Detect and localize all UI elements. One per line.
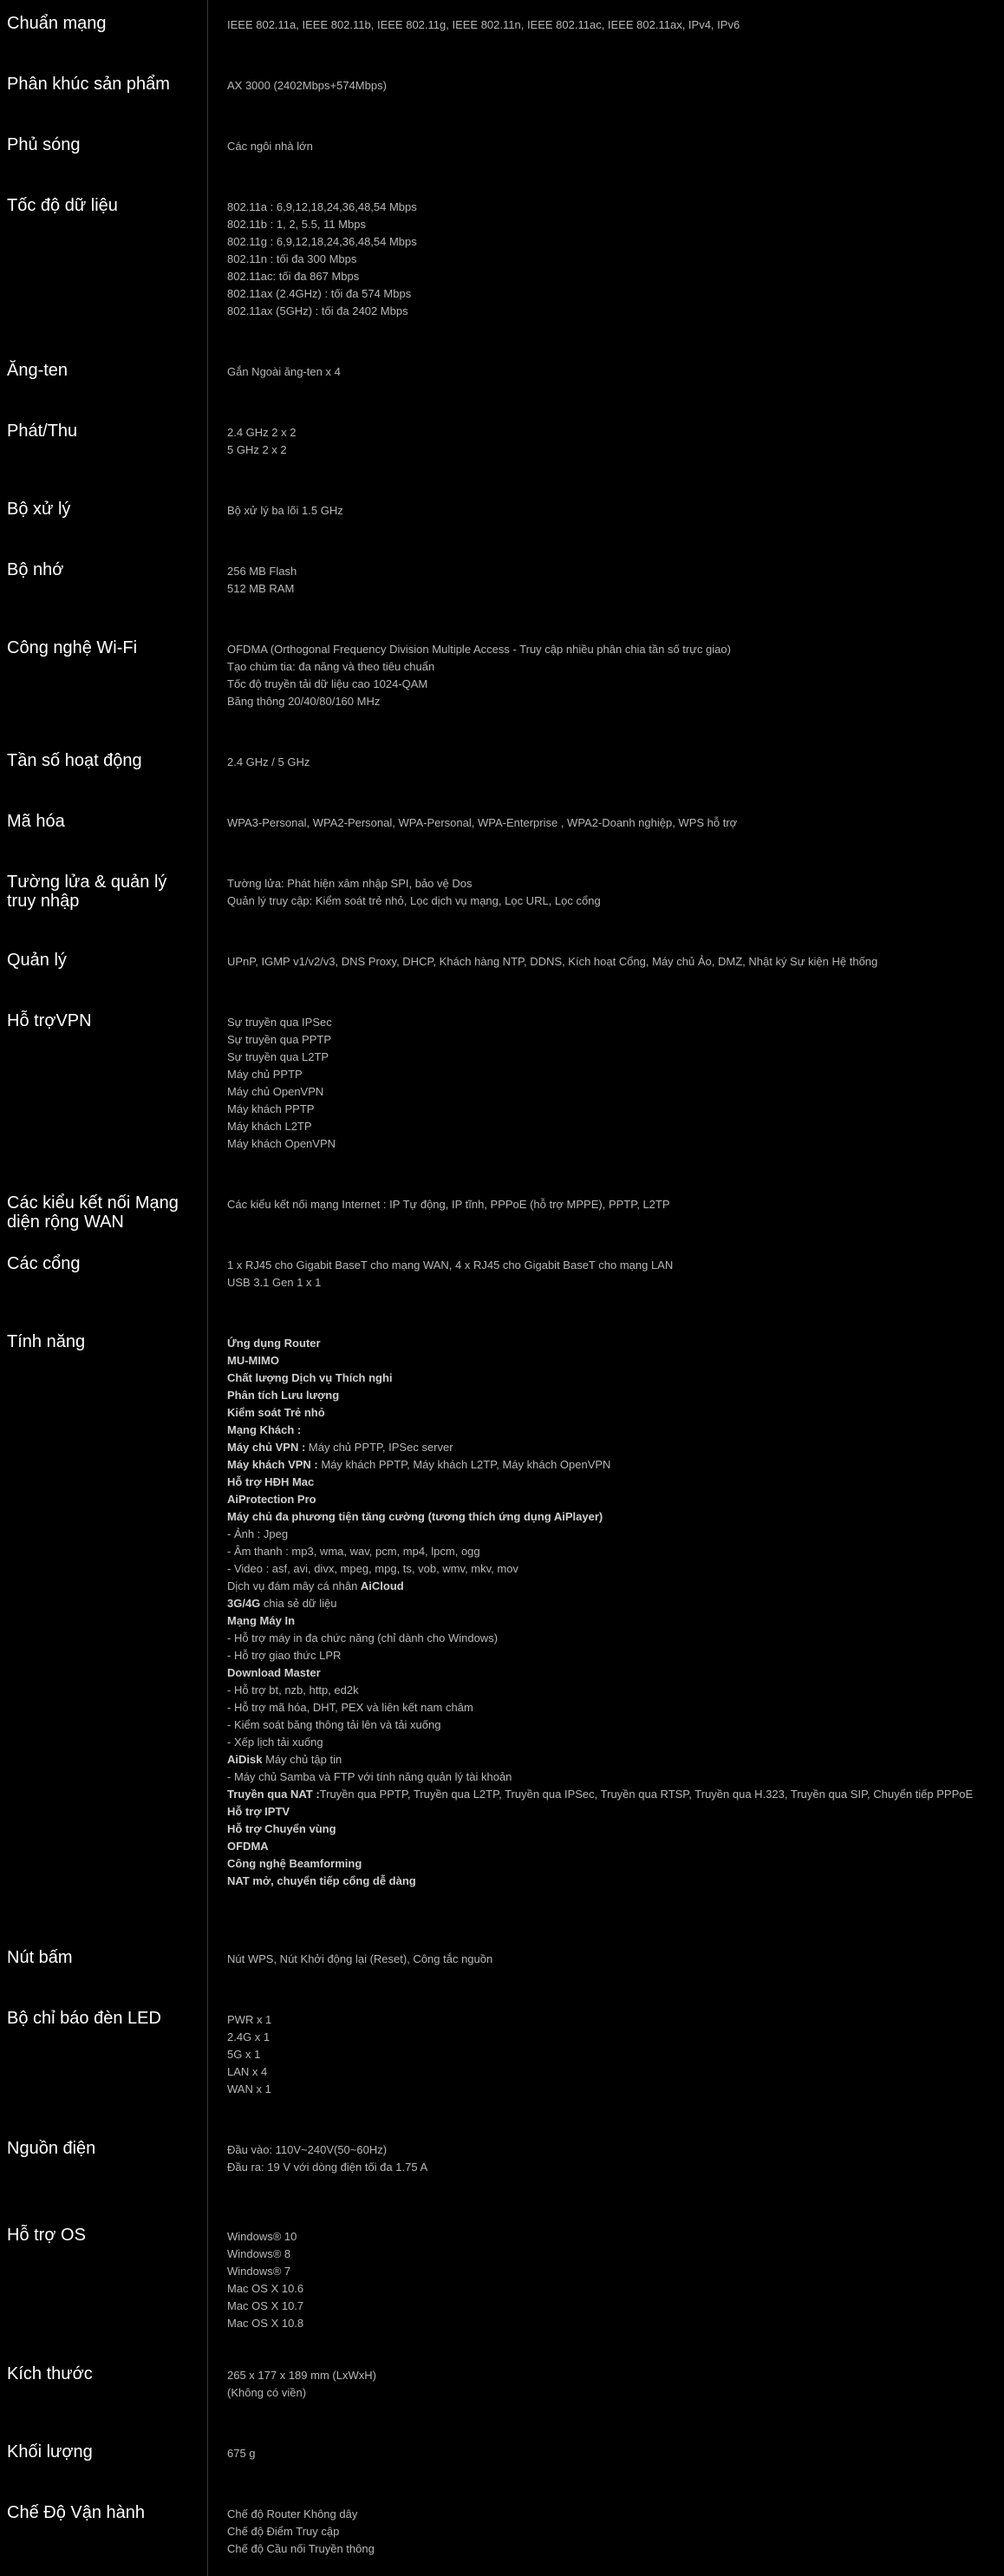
spec-label: Tần số hoạt động [7,751,142,770]
spec-label: Bộ nhớ [7,560,64,579]
feature-name: Hỗ trợ IPTV [227,1805,290,1818]
feature-detail: - Kiểm soát băng thông tải lên và tải xuống [227,1718,441,1731]
spec-values [227,2141,990,2176]
spec-value-line: WPA3-Personal, WPA2-Personal, WPA-Personal, WPA-Enterprise , WPA2-Doanh nghiệp, WPS hỗ trợ [227,816,738,829]
spec-value-line: 675 g [227,2447,256,2460]
spec-label: Hỗ trợ OS [7,2226,86,2245]
spec-values [227,2367,990,2402]
spec-label: Công nghệ Wi-Fi [7,638,138,657]
spec-label: Tường lửa & quản lý truy nhập [7,873,167,911]
spec-value-line: 802.11ax (2.4GHz) : tối đa 574 Mbps [227,287,412,300]
feature-detail: - Hỗ trợ máy in đa chức năng (chỉ dành cho Windows) [227,1631,499,1644]
spec-value-line: 802.11a : 6,9,12,18,24,36,48,54 Mbps [227,200,417,213]
spec-label: Khối lượng [7,2442,93,2462]
spec-label: Hỗ trợVPN [7,1011,92,1030]
spec-value-line [227,1578,990,1595]
spec-value-line [227,1769,990,1786]
spec-values [227,1014,990,1153]
spec-label: Bộ chỉ báo đèn LED [7,2009,161,2028]
feature-detail: - Video : asf, avi, divx, mpeg, mpg, ts, vob, wmv, mkv, mov [227,1562,518,1575]
spec-value-line: Chế độ Cầu nối Truyền thông [227,2542,375,2555]
feature-detail: Truyền qua PPTP, Truyền qua L2TP, Truyền qua IPSec, Truyền qua RTSP, Truyền qua H.323, Truyền qua SIP, Chuyển tiếp PPPoE [319,1788,974,1801]
feature-detail: - Hỗ trợ bt, nzb, http, ed2k [227,1684,359,1697]
spec-values [227,1196,990,1213]
spec-value-line [227,1630,990,1647]
spec-value-line [227,1526,990,1543]
spec-values [227,953,990,971]
spec-value-line [227,1352,990,1370]
spec-values [227,2506,990,2558]
spec-label: Tính năng [7,1332,86,1351]
feature-name: Mạng Khách : [227,1423,302,1436]
spec-value-line [227,1664,990,1682]
spec-value-line: Các kiểu kết nối mạng Internet : IP Tự động, IP tĩnh, PPPoE (hỗ trợ MPPE), PPTP, L2TP [227,1198,670,1211]
spec-value-line: USB 3.1 Gen 1 x 1 [227,1276,322,1289]
spec-label: Kích thước [7,2364,93,2383]
spec-value-line: Máy chủ OpenVPN [227,1085,324,1098]
feature-name: Download Master [227,1666,321,1679]
spec-value-line [227,1387,990,1404]
feature-detail: - Xếp lịch tải xuống [227,1736,323,1749]
spec-value-line [227,1474,990,1491]
spec-value-line [227,1734,990,1751]
spec-value-line: Windows® 8 [227,2247,291,2260]
feature-name: Máy chủ đa phương tiện tăng cường (tương thích ứng dụng AiPlayer) [227,1510,603,1523]
spec-value-line [227,1439,990,1456]
spec-values [227,814,990,832]
feature-name: AiCloud [360,1579,404,1592]
spec-values [227,199,990,320]
feature-detail: Máy khách PPTP, Máy khách L2TP, Máy khách OpenVPN [317,1458,611,1471]
spec-label: Nút bấm [7,1948,73,1967]
feature-detail: - Hỗ trợ giao thức LPR [227,1649,342,1662]
spec-value-line: 802.11ax (5GHz) : tối đa 2402 Mbps [227,304,408,317]
spec-value-line: 512 MB RAM [227,582,295,595]
spec-value-line [227,1786,990,1803]
spec-value-line: Đầu vào: 110V~240V(50~60Hz) [227,2143,388,2156]
spec-value-line: Mac OS X 10.7 [227,2299,304,2312]
feature-name: Hỗ trợ Chuyển vùng [227,1822,336,1835]
spec-value-line [227,1699,990,1716]
spec-label: Bộ xử lý [7,500,71,519]
spec-value-line: UPnP, IGMP v1/v2/v3, DNS Proxy, DHCP, Khách hàng NTP, DDNS, Kích hoạt Cổng, Máy chủ Ảo, DMZ, Nhật ký Sự kiện Hệ thống [227,955,878,968]
spec-value-line: Nút WPS, Nút Khởi động lại (Reset), Công tắc nguồn [227,1952,493,1965]
spec-value-line: Chế độ Điểm Truy cập [227,2525,340,2538]
spec-value-line: 802.11b : 1, 2, 5.5, 11 Mbps [227,218,366,231]
spec-value-line [227,1370,990,1387]
spec-label: Các cổng [7,1254,81,1273]
spec-label: Các kiểu kết nối Mạng diện rộng WAN [7,1193,179,1232]
spec-value-line: Sự truyền qua PPTP [227,1033,331,1046]
feature-name: Công nghệ Beamforming [227,1857,362,1870]
spec-label: Tốc độ dữ liệu [7,196,118,215]
spec-value-line: WAN x 1 [227,2082,271,2095]
spec-value-line: 5 GHz 2 x 2 [227,443,287,456]
feature-name: Hỗ trợ HĐH Mac [227,1475,315,1488]
spec-value-line [227,1612,990,1630]
spec-value-line: 265 x 177 x 189 mm (LxWxH) [227,2369,376,2382]
spec-values [227,2228,990,2332]
feature-name: MU-MIMO [227,1354,279,1367]
spec-value-line: Máy chủ PPTP [227,1068,303,1081]
spec-value-line: 1 x RJ45 cho Gigabit BaseT cho mạng WAN, 4 x RJ45 cho Gigabit BaseT cho mạng LAN [227,1259,674,1272]
spec-value-line [227,1595,990,1612]
feature-detail: Máy chủ PPTP, IPSec server [305,1441,453,1454]
spec-value-line [227,1404,990,1422]
spec-value-line [227,1508,990,1526]
spec-label: Quản lý [7,951,67,970]
feature-name: Phân tích Lưu lượng [227,1389,340,1402]
spec-values [227,1257,990,1291]
spec-value-line [227,1560,990,1578]
spec-value-line: 2.4 GHz / 5 GHz [227,755,310,768]
spec-value-line: Mac OS X 10.6 [227,2282,304,2295]
spec-value-line: 2.4 GHz 2 x 2 [227,426,297,439]
feature-detail: - Ảnh : Jpeg [227,1527,289,1540]
spec-values [227,2011,990,2098]
spec-label: Mã hóa [7,812,65,831]
feature-detail: - Âm thanh : mp3, wma, wav, pcm, mp4, lpcm, ogg [227,1545,480,1558]
spec-values [227,138,990,155]
spec-value-line [227,1647,990,1664]
spec-value-line: Quản lý truy cập: Kiểm soát trẻ nhỏ, Lọc dịch vụ mạng, Lọc URL, Lọc cổng [227,894,601,907]
feature-name: Máy khách VPN : [227,1458,318,1471]
spec-values [227,502,990,520]
feature-name: Kiểm soát Trẻ nhỏ [227,1406,325,1419]
spec-values [227,77,990,95]
spec-value-line: LAN x 4 [227,2065,268,2078]
spec-value-line: Tốc độ truyền tải dữ liệu cao 1024-QAM [227,677,428,690]
spec-value-line: PWR x 1 [227,2013,272,2026]
spec-values [227,2445,990,2462]
feature-name: AiDisk [227,1753,263,1766]
spec-value-line: Windows® 7 [227,2265,291,2278]
spec-values [227,424,990,459]
feature-name: OFDMA [227,1840,269,1853]
feature-detail: - Hỗ trợ mã hóa, DHT, PEX và liên kết nam châm [227,1701,473,1714]
spec-value-line: 802.11g : 6,9,12,18,24,36,48,54 Mbps [227,235,417,248]
spec-values [227,1335,990,1890]
spec-values [227,1951,990,1968]
feature-name: 3G/4G [227,1597,261,1610]
spec-value-line: Gắn Ngoài ăng-ten x 4 [227,365,341,378]
spec-value-line: Sự truyền qua L2TP [227,1050,329,1063]
spec-value-line: 802.11n : tối đa 300 Mbps [227,252,357,265]
spec-value-line: Chế độ Router Không dây [227,2507,358,2520]
spec-value-line: 256 MB Flash [227,565,297,578]
spec-value-line [227,1716,990,1734]
spec-values [227,754,990,771]
spec-value-line [227,1456,990,1474]
spec-value-line [227,1491,990,1508]
spec-values [227,16,990,34]
feature-detail: - Máy chủ Samba và FTP với tính năng quản lý tài khoản [227,1770,512,1783]
spec-label: Phủ sóng [7,135,81,154]
spec-value-line: 2.4G x 1 [227,2030,271,2043]
spec-value-line: (Không có viền) [227,2386,307,2399]
spec-label: Chuẩn mạng [7,14,107,33]
feature-name: NAT mở, chuyển tiếp cổng dễ dàng [227,1874,416,1887]
spec-values [227,563,990,598]
feature-name: Chất lượng Dịch vụ Thích nghi [227,1371,393,1384]
spec-label: Chế Độ Vận hành [7,2503,146,2522]
feature-detail: Dịch vụ đám mây cá nhân [227,1579,361,1592]
spec-value-line [227,1855,990,1873]
spec-value-line [227,1682,990,1699]
spec-value-line: Mac OS X 10.8 [227,2317,304,2330]
feature-name: Ứng dụng Router [227,1337,321,1350]
spec-value-line [227,1803,990,1821]
spec-value-line [227,1873,990,1890]
spec-value-line: Tường lửa: Phát hiện xâm nhập SPI, bảo vệ Dos [227,877,473,890]
spec-values [227,875,990,910]
feature-name: Mạng Máy In [227,1614,296,1627]
spec-value-line [227,1838,990,1855]
spec-value-line [227,1422,990,1439]
spec-value-line: 5G x 1 [227,2048,261,2061]
spec-value-line: Sự truyền qua IPSec [227,1016,332,1029]
spec-value-line: Tạo chùm tia: đa năng và theo tiêu chuẩn [227,660,435,673]
spec-label: Ăng-ten [7,361,68,380]
spec-value-line [227,1751,990,1769]
spec-value-line: Máy khách L2TP [227,1120,312,1133]
spec-value-line: Đầu ra: 19 V với dòng điện tối đa 1.75 A [227,2161,428,2174]
spec-value-line: Băng thông 20/40/80/160 MHz [227,695,381,708]
spec-values [227,363,990,381]
spec-values [227,641,990,710]
spec-value-line [227,1821,990,1838]
spec-value-line: 802.11ac: tối đa 867 Mbps [227,270,360,283]
feature-name: AiProtection Pro [227,1493,316,1506]
spec-value-line [227,1335,990,1352]
spec-value-line: AX 3000 (2402Mbps+574Mbps) [227,79,387,92]
spec-label: Phát/Thu [7,422,78,441]
feature-detail: chia sẻ dữ liệu [260,1597,337,1610]
spec-value-line: Máy khách PPTP [227,1102,315,1115]
feature-detail: Máy chủ tập tin [262,1753,342,1766]
spec-label: Phân khúc sản phẩm [7,75,170,94]
spec-value-line: IEEE 802.11a, IEEE 802.11b, IEEE 802.11g, IEEE 802.11n, IEEE 802.11ac, IEEE 802.11ax, IPv4, IPv6 [227,18,740,31]
spec-value-line: Máy khách OpenVPN [227,1137,336,1150]
spec-value-line: Bộ xử lý ba lõi 1.5 GHz [227,504,343,517]
spec-value-line: Các ngôi nhà lớn [227,140,313,153]
spec-label: Nguồn điện [7,2139,96,2158]
spec-value-line: OFDMA (Orthogonal Frequency Division Multiple Access - Truy cập nhiều phân chia tần số trực giao) [227,643,731,656]
spec-value-line: Windows® 10 [227,2230,297,2243]
spec-value-line [227,1543,990,1560]
feature-name: Máy chủ VPN : [227,1441,306,1454]
feature-name: Truyền qua NAT : [227,1788,320,1801]
column-divider [207,0,208,2576]
